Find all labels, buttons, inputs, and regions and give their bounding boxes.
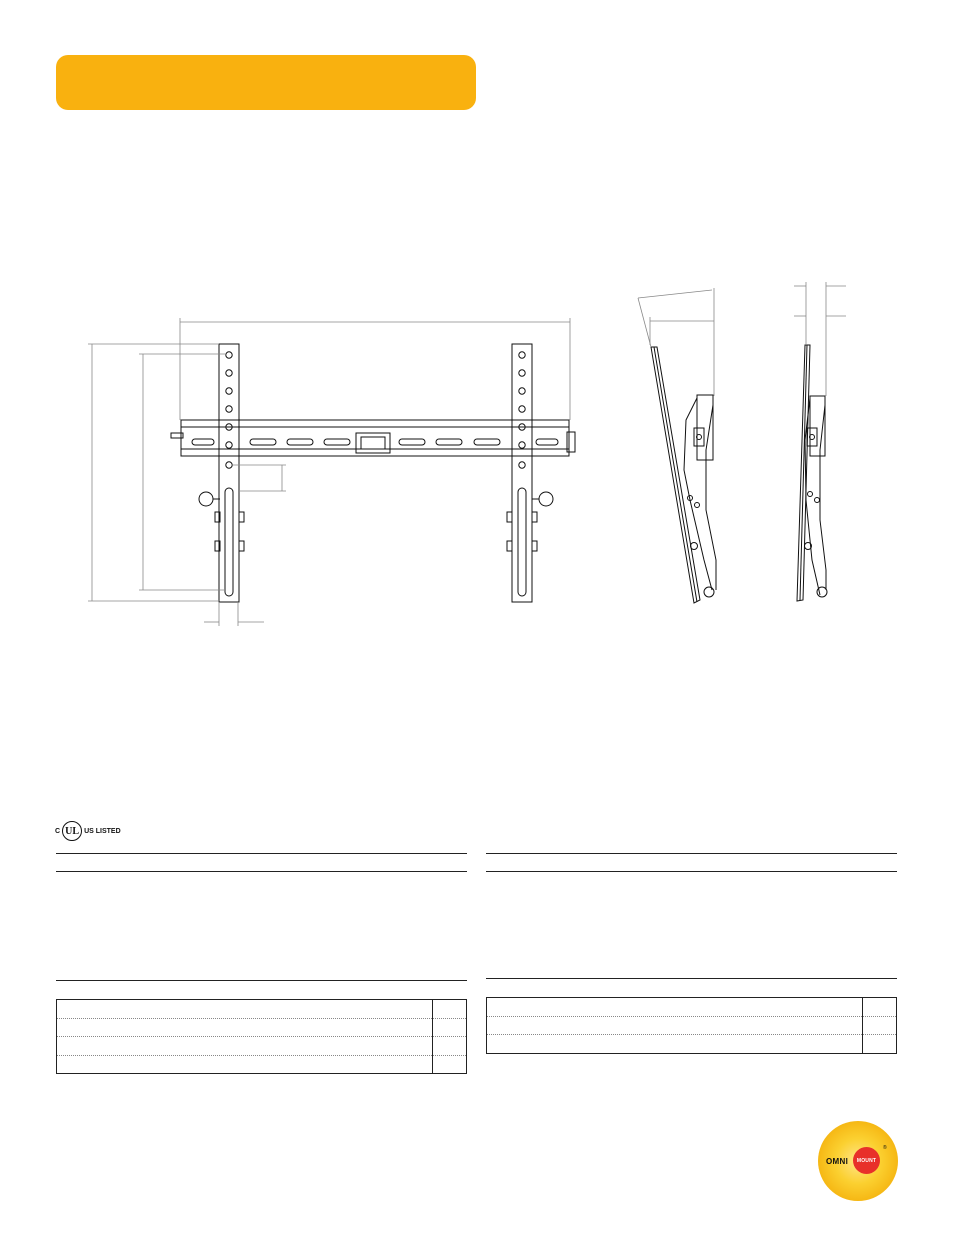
left-header-rule-bottom xyxy=(56,871,467,872)
ul-listed-text: US LISTED xyxy=(84,827,121,835)
left-section-rule xyxy=(56,980,467,981)
table-row xyxy=(487,998,896,1017)
ul-logo-icon: UL xyxy=(62,821,82,841)
table-row xyxy=(487,1017,896,1036)
front-dimensions xyxy=(88,318,570,626)
right-parts-table xyxy=(486,997,897,1054)
table-row xyxy=(57,1019,466,1038)
table-row xyxy=(57,1056,466,1074)
right-section-rule xyxy=(486,978,897,979)
ul-listed-mark xyxy=(55,821,121,841)
omnimount-logo xyxy=(818,1121,898,1201)
right-header-rule-bottom xyxy=(486,871,897,872)
logo-red-dot xyxy=(853,1147,880,1174)
logo-omni-text: OMNI xyxy=(826,1157,849,1166)
left-parts-table xyxy=(56,999,467,1074)
logo-mount-text: MOUNT xyxy=(856,1157,877,1164)
table-row xyxy=(487,1035,896,1053)
logo-registered-mark: ® xyxy=(883,1145,887,1151)
side-view-flat xyxy=(797,345,827,601)
table-row xyxy=(57,1000,466,1019)
side-flat-dimensions xyxy=(794,282,846,396)
side-tilted-dimensions xyxy=(638,288,714,396)
ul-c-mark: C xyxy=(55,827,61,835)
right-header-rule-top xyxy=(486,853,897,854)
table-row xyxy=(57,1037,466,1056)
side-view-tilted xyxy=(651,347,716,603)
front-view xyxy=(171,344,575,602)
left-header-rule-top xyxy=(56,853,467,854)
